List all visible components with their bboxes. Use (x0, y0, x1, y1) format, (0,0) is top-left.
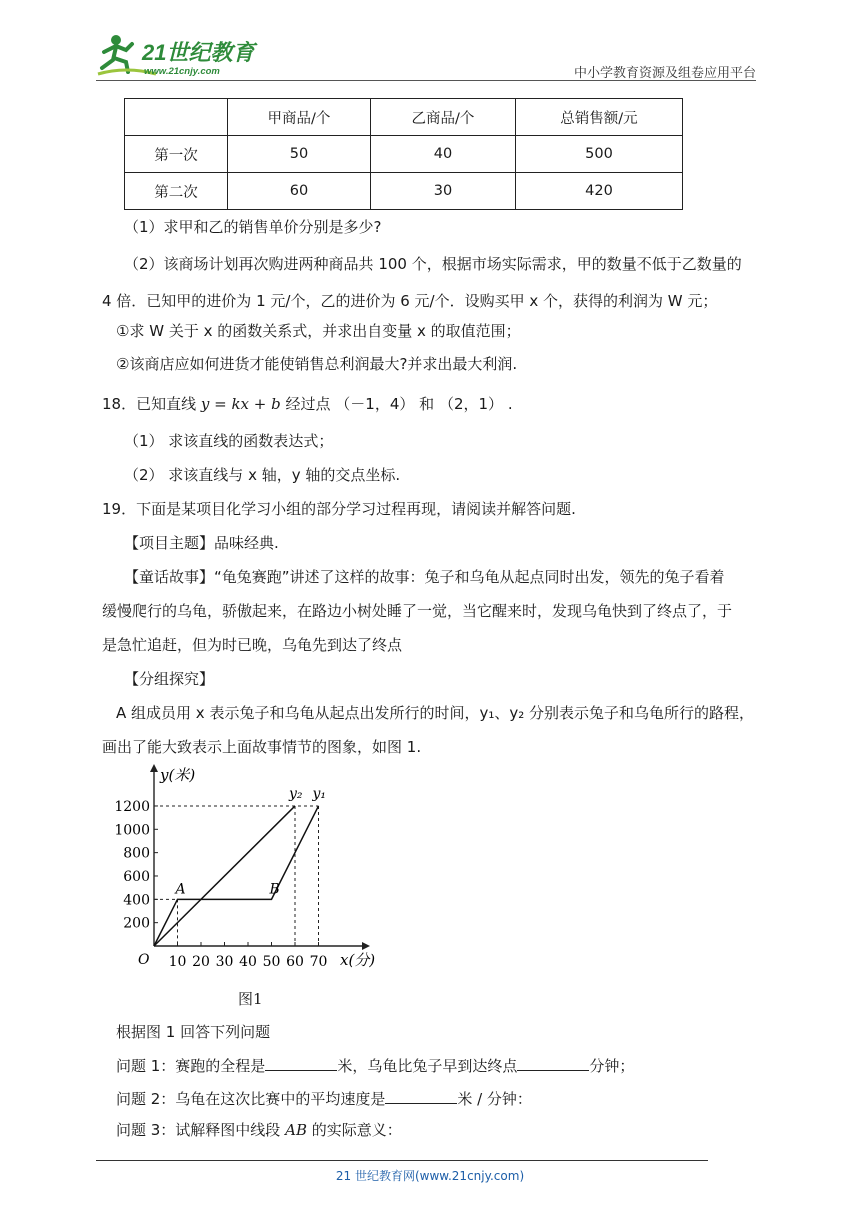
q18-and: 和 (419, 395, 435, 413)
q19-story-line3: 是急忙追赶，但为时已晚，乌龟先到达了终点 (102, 636, 403, 654)
x-axis-label: x(分) (340, 951, 376, 969)
q18-part2: （2） 求该直线与 x 轴，y 轴的交点坐标. (124, 466, 401, 484)
question1-text-a: 问题 1：赛跑的全程是 (116, 1057, 266, 1075)
table-row (125, 136, 683, 173)
table-row (125, 173, 683, 210)
series-line-y1 (154, 806, 319, 946)
table-cell: 50 (228, 136, 371, 173)
x-tick-label: 60 (286, 954, 304, 970)
table-cell: 500 (516, 136, 683, 173)
logo-url: www.21cnjy.com (144, 66, 220, 77)
q18-middle: 经过点 (285, 395, 331, 413)
series-line-y2 (154, 806, 295, 946)
y-tick-label: 400 (123, 892, 150, 909)
q19-groupA-line1: A 组成员用 x 表示兔子和乌龟从起点出发所行的时间，y₁、y₂ 分别表示兔子和乌龟所行的路程， (116, 704, 754, 722)
y-axis-arrow (150, 764, 158, 772)
q19-intro: 19．下面是某项目化学习小组的部分学习过程再现，请阅读并解答问题. (102, 500, 576, 518)
question1-text-c: 分钟； (589, 1057, 635, 1075)
x-axis-arrow (362, 942, 370, 950)
answer-blank-minutes-earlier[interactable] (517, 1054, 589, 1071)
q19-story-line1: 【童话故事】“龟兔赛跑”讲述了这样的故事：兔子和乌龟从起点同时出发，领先的兔子看着 (124, 568, 725, 586)
footer-text: 21 世纪教育网(www.21cnjy.com) (335, 1169, 525, 1183)
y-tick-label: 600 (123, 868, 150, 885)
x-tick-label: 50 (262, 954, 281, 970)
answer-blank-average-speed[interactable] (385, 1087, 457, 1104)
question3-text-b: 的实际意义： (311, 1121, 402, 1139)
q18-part1: （1） 求该直线的函数表达式； (124, 432, 334, 450)
q19-explore: 【分组探究】 (124, 670, 215, 688)
table-cell: 60 (228, 173, 371, 210)
q19-question1 (116, 1054, 634, 1076)
table-cell: 第一次 (125, 136, 228, 173)
figure-caption: 图1 (238, 990, 263, 1008)
q18-suffix: . (507, 395, 513, 413)
q18-prefix: 18．已知直线 (102, 395, 197, 413)
question2-text-a: 问题 2：乌龟在这次比赛中的平均速度是 (116, 1090, 386, 1108)
q19-groupA-line2: 画出了能大致表示上面故事情节的图象，如图 1. (102, 738, 422, 756)
q17-part2-line2: 4 倍．已知甲的进价为 1 元/个，乙的进价为 6 元/个．设购买甲 x 个，获得的利润为 W 元； (102, 292, 718, 310)
x-tick-label: 70 (309, 954, 328, 970)
q18-point2: （2，1） (438, 395, 504, 413)
y-tick-label: 800 (123, 845, 150, 862)
table-header-cell: 乙商品/个 (371, 99, 516, 136)
logo-text: 21世纪教育 (142, 40, 255, 65)
x-tick-label: 10 (168, 954, 187, 970)
x-tick-label: 20 (192, 954, 210, 970)
footer-divider (96, 1160, 708, 1161)
page-header (96, 30, 756, 82)
table-cell: 30 (371, 173, 516, 210)
table-cell: 第二次 (125, 173, 228, 210)
table-header-cell: 甲商品/个 (228, 99, 371, 136)
q17-sub1: ①求 W 关于 x 的函数关系式，并求出自变量 x 的取值范围； (116, 322, 521, 340)
q19-theme: 【项目主题】品味经典. (124, 534, 279, 552)
table-cell: 40 (371, 136, 516, 173)
table-header-cell (125, 99, 228, 136)
answer-blank-full-distance[interactable] (265, 1054, 337, 1071)
origin-label: O (138, 952, 150, 968)
x-tick-label: 30 (215, 954, 234, 970)
q18-equation: y = kx + b (200, 395, 281, 413)
y-tick-label: 1200 (114, 798, 150, 815)
table-header-row (125, 99, 683, 136)
x-tick-label: 40 (239, 954, 257, 970)
q19-question2 (116, 1087, 532, 1109)
question1-text-b: 米，乌龟比兔子早到达终点 (337, 1057, 518, 1075)
q17-sub2: ②该商店应如何进货才能使销售总利润最大?并求出最大利润. (116, 355, 518, 373)
q17-part2-line1: （2）该商场计划再次购进两种商品共 100 个，根据市场实际需求，甲的数量不低于乙数量的 (124, 255, 742, 273)
series-label-y2: y₂ (289, 785, 303, 802)
table-header-cell: 总销售额/元 (516, 99, 683, 136)
y-tick-label: 200 (123, 915, 150, 932)
point-label-B: B (269, 881, 280, 898)
q19-question3 (116, 1120, 402, 1140)
series-label-y1: y₁ (312, 785, 327, 802)
figure-1-chart (110, 758, 390, 1008)
q18-stem (102, 394, 513, 414)
site-logo (96, 30, 266, 80)
q19-story-line2: 缓慢爬行的乌龟，骄傲起来，在路边小树处睡了一觉，当它醒来时，发现乌龟快到了终点了，于 (102, 602, 733, 620)
point-label-A: A (175, 881, 186, 898)
question3-segment: AB (285, 1121, 307, 1139)
q17-part1: （1）求甲和乙的销售单价分别是多少? (124, 218, 382, 236)
sales-table (124, 98, 683, 210)
q18-point1: （－1，4） (335, 395, 415, 413)
q19-answer-intro: 根据图 1 回答下列问题 (116, 1023, 271, 1041)
table-cell: 420 (516, 173, 683, 210)
y-axis-label: y(米) (160, 766, 196, 784)
question3-text-a: 问题 3：试解释图中线段 (116, 1121, 281, 1139)
header-divider (96, 80, 756, 81)
question2-text-b: 米 / 分钟： (457, 1090, 532, 1108)
header-platform-text: 中小学教育资源及组卷应用平台 (573, 66, 756, 81)
y-tick-label: 1000 (114, 822, 150, 839)
